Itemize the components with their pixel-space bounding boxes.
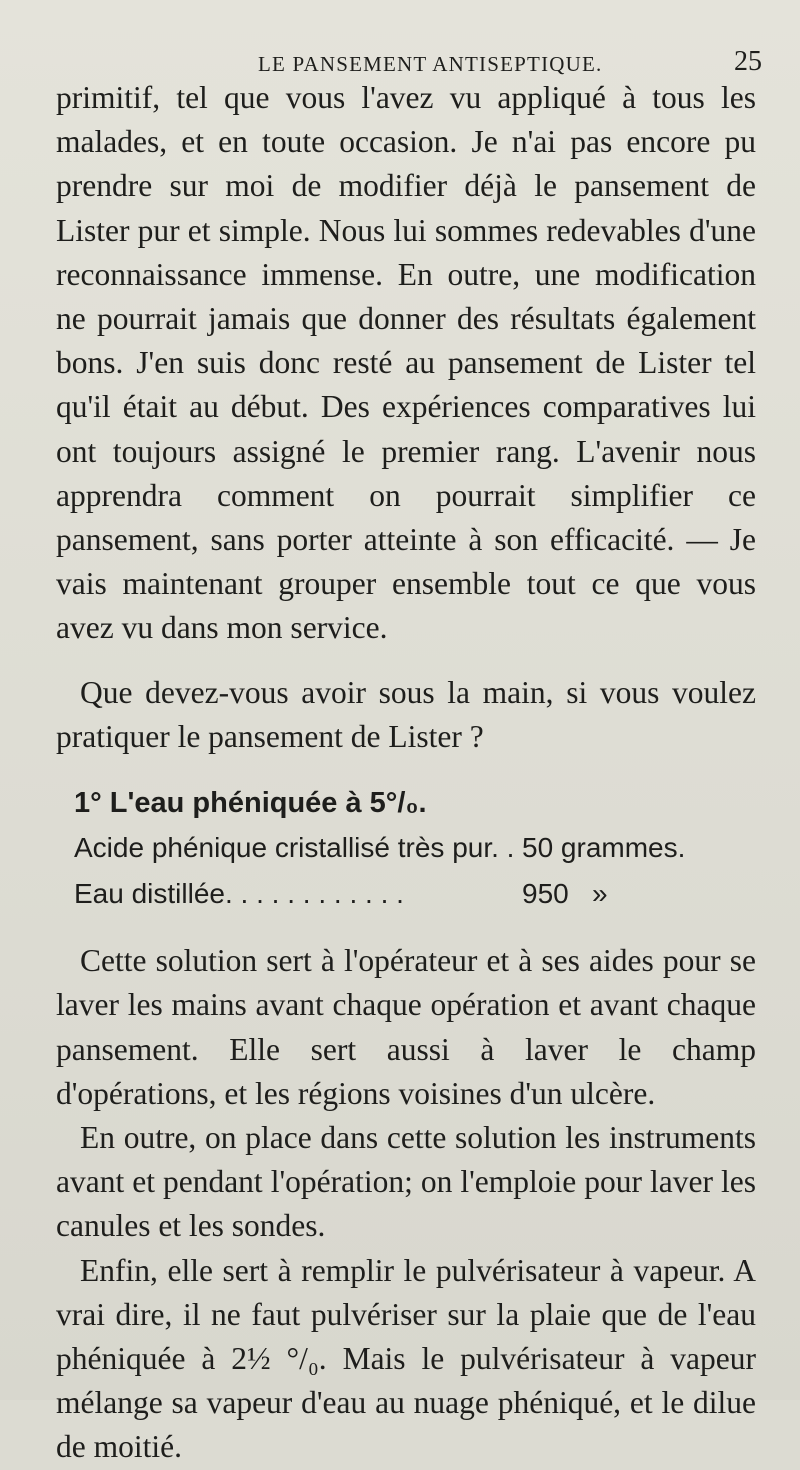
ingredient-quantity: 950 » bbox=[522, 878, 608, 910]
recipe-row bbox=[74, 825, 756, 871]
paragraph-usage: Cette solution sert à l'opérateur et à ses aides pour se laver les mains avant chaque opération et avant chaque pansement. Elle sert aussi à laver le champ d'opérations, et les régions voisines d'un ulcère. bbox=[56, 943, 756, 1111]
paragraph-instruments: En outre, on place dans cette solution les instruments avant et pendant l'opération; on l'emploie pour laver les canules et les sondes. bbox=[56, 1120, 756, 1244]
paragraph-sprayer: Enfin, elle sert à remplir le pulvérisateur à vapeur. A vrai dire, il ne faut pulvériser sur la plaie que de l'eau phéniquée à 2½ °/₀. Mais le pulvérisateur à vapeur mélange sa vapeur d'eau au nuage phéniqué, et le dilue de moitié. bbox=[56, 1252, 756, 1465]
recipe-row bbox=[74, 871, 756, 917]
ingredient-label: Eau distillée. . . . . . . . . . . . bbox=[74, 878, 404, 910]
paragraph-continuation: primitif, tel que vous l'avez vu appliqué à tous les malades, et en toute occasion. Je n'ai pas encore pu prendre sur moi de modifier déjà le pansement de Lister pur et simple. Nous lui sommes redevables d'une reconnaissance immense. En outre, une modification ne pourrait jamais que donner des résultats également bons. J'en suis donc resté au pansement de Lister tel qu'il était au début. Des expériences comparatives lui ont toujours assigné le premier rang. L'avenir nous apprendra comment on pourrait simplifier ce pansement, sans porter atteinte à son efficacité. — Je vais maintenant grouper ensemble tout ce que vous avez vu dans mon service. bbox=[56, 80, 756, 646]
recipe-table bbox=[74, 825, 756, 917]
page-number: 25 bbox=[734, 46, 762, 77]
page-body bbox=[56, 76, 756, 1470]
ingredient-label: Acide phénique cristallisé très pur. . bbox=[74, 832, 515, 864]
ingredient-quantity: 50 grammes. bbox=[522, 832, 686, 864]
running-title: LE PANSEMENT ANTISEPTIQUE. bbox=[258, 52, 603, 76]
paragraph-question: Que devez-vous avoir sous la main, si vous voulez pratiquer le pansement de Lister ? bbox=[56, 674, 756, 754]
section-heading: 1° L'eau phéniquée à 5°/₀. bbox=[74, 787, 427, 820]
